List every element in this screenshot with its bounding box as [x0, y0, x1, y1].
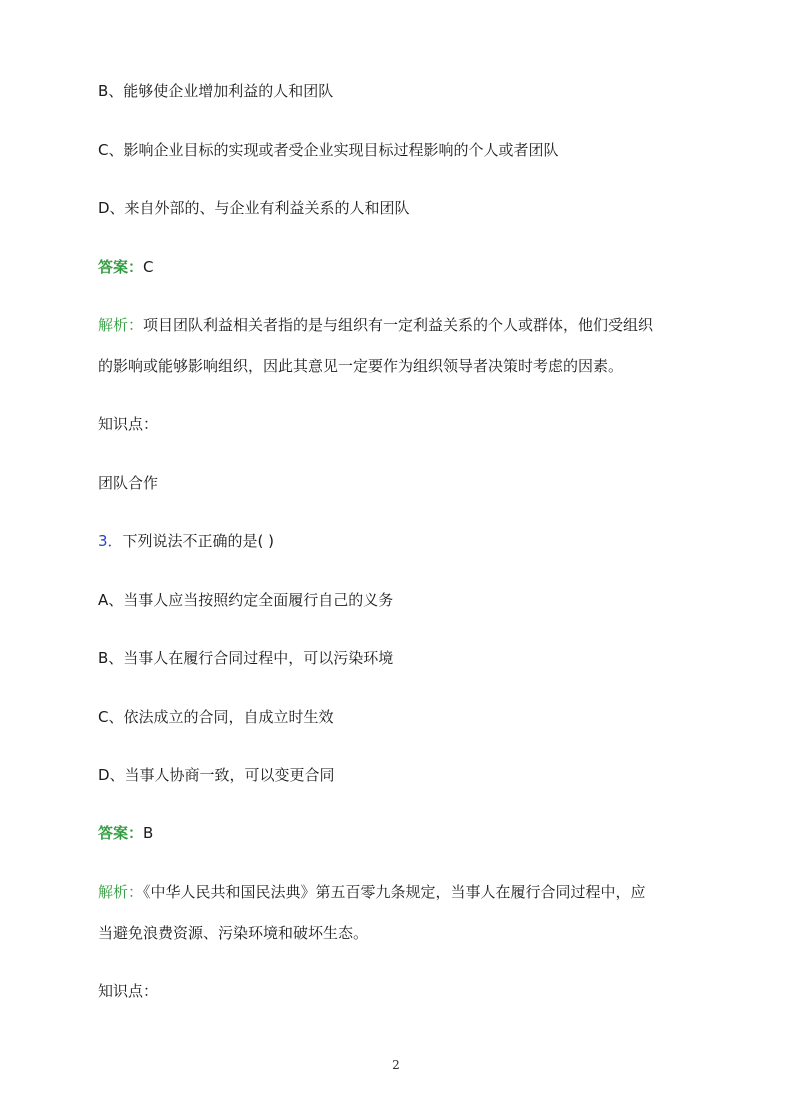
q2-knowledge-label: 知识点：	[98, 415, 159, 433]
q2-analysis-line1	[98, 315, 653, 335]
question-text: 下列说法不正确的是( )	[122, 532, 275, 550]
analysis-label: 解析：	[98, 883, 144, 901]
answer-value: C	[143, 258, 154, 276]
question-number: 3．	[98, 532, 123, 550]
q2-option-d: D、来自外部的、与企业有利益关系的人和团队	[98, 199, 410, 217]
answer-label: 答案：	[98, 258, 144, 276]
q2-option-c: C、影响企业目标的实现或者受企业实现目标过程影响的个人或者团队	[98, 141, 559, 159]
q2-option-b: B、能够使企业增加利益的人和团队	[98, 82, 334, 100]
analysis-label: 解析：	[98, 316, 144, 334]
analysis-text: 项目团队利益相关者指的是与组织有一定利益关系的个人或群体，他们受组织	[143, 316, 654, 334]
q3-knowledge-label: 知识点：	[98, 982, 159, 1000]
answer-label: 答案：	[98, 824, 144, 842]
q2-analysis-line2: 的影响或能够影响组织，因此其意见一定要作为组织领导者决策时考虑的因素。	[98, 357, 624, 375]
q3-question	[98, 531, 274, 551]
q3-answer	[98, 823, 153, 843]
q3-analysis-line2: 当避免浪费资源、污染环境和破坏生态。	[98, 924, 369, 942]
analysis-text: 《中华人民共和国民法典》第五百零九条规定，当事人在履行合同过程中，应	[143, 883, 646, 901]
q3-option-d: D、当事人协商一致，可以变更合同	[98, 766, 335, 784]
q3-analysis-line1	[98, 882, 646, 902]
q3-option-b: B、当事人在履行合同过程中，可以污染环境	[98, 649, 394, 667]
page-number: 2	[392, 1058, 400, 1072]
q2-answer	[98, 257, 154, 277]
q2-knowledge-value: 团队合作	[98, 474, 159, 492]
q3-option-c: C、依法成立的合同，自成立时生效	[98, 708, 334, 726]
answer-value: B	[143, 824, 154, 842]
q3-option-a: A、当事人应当按照约定全面履行自己的义务	[98, 591, 394, 609]
